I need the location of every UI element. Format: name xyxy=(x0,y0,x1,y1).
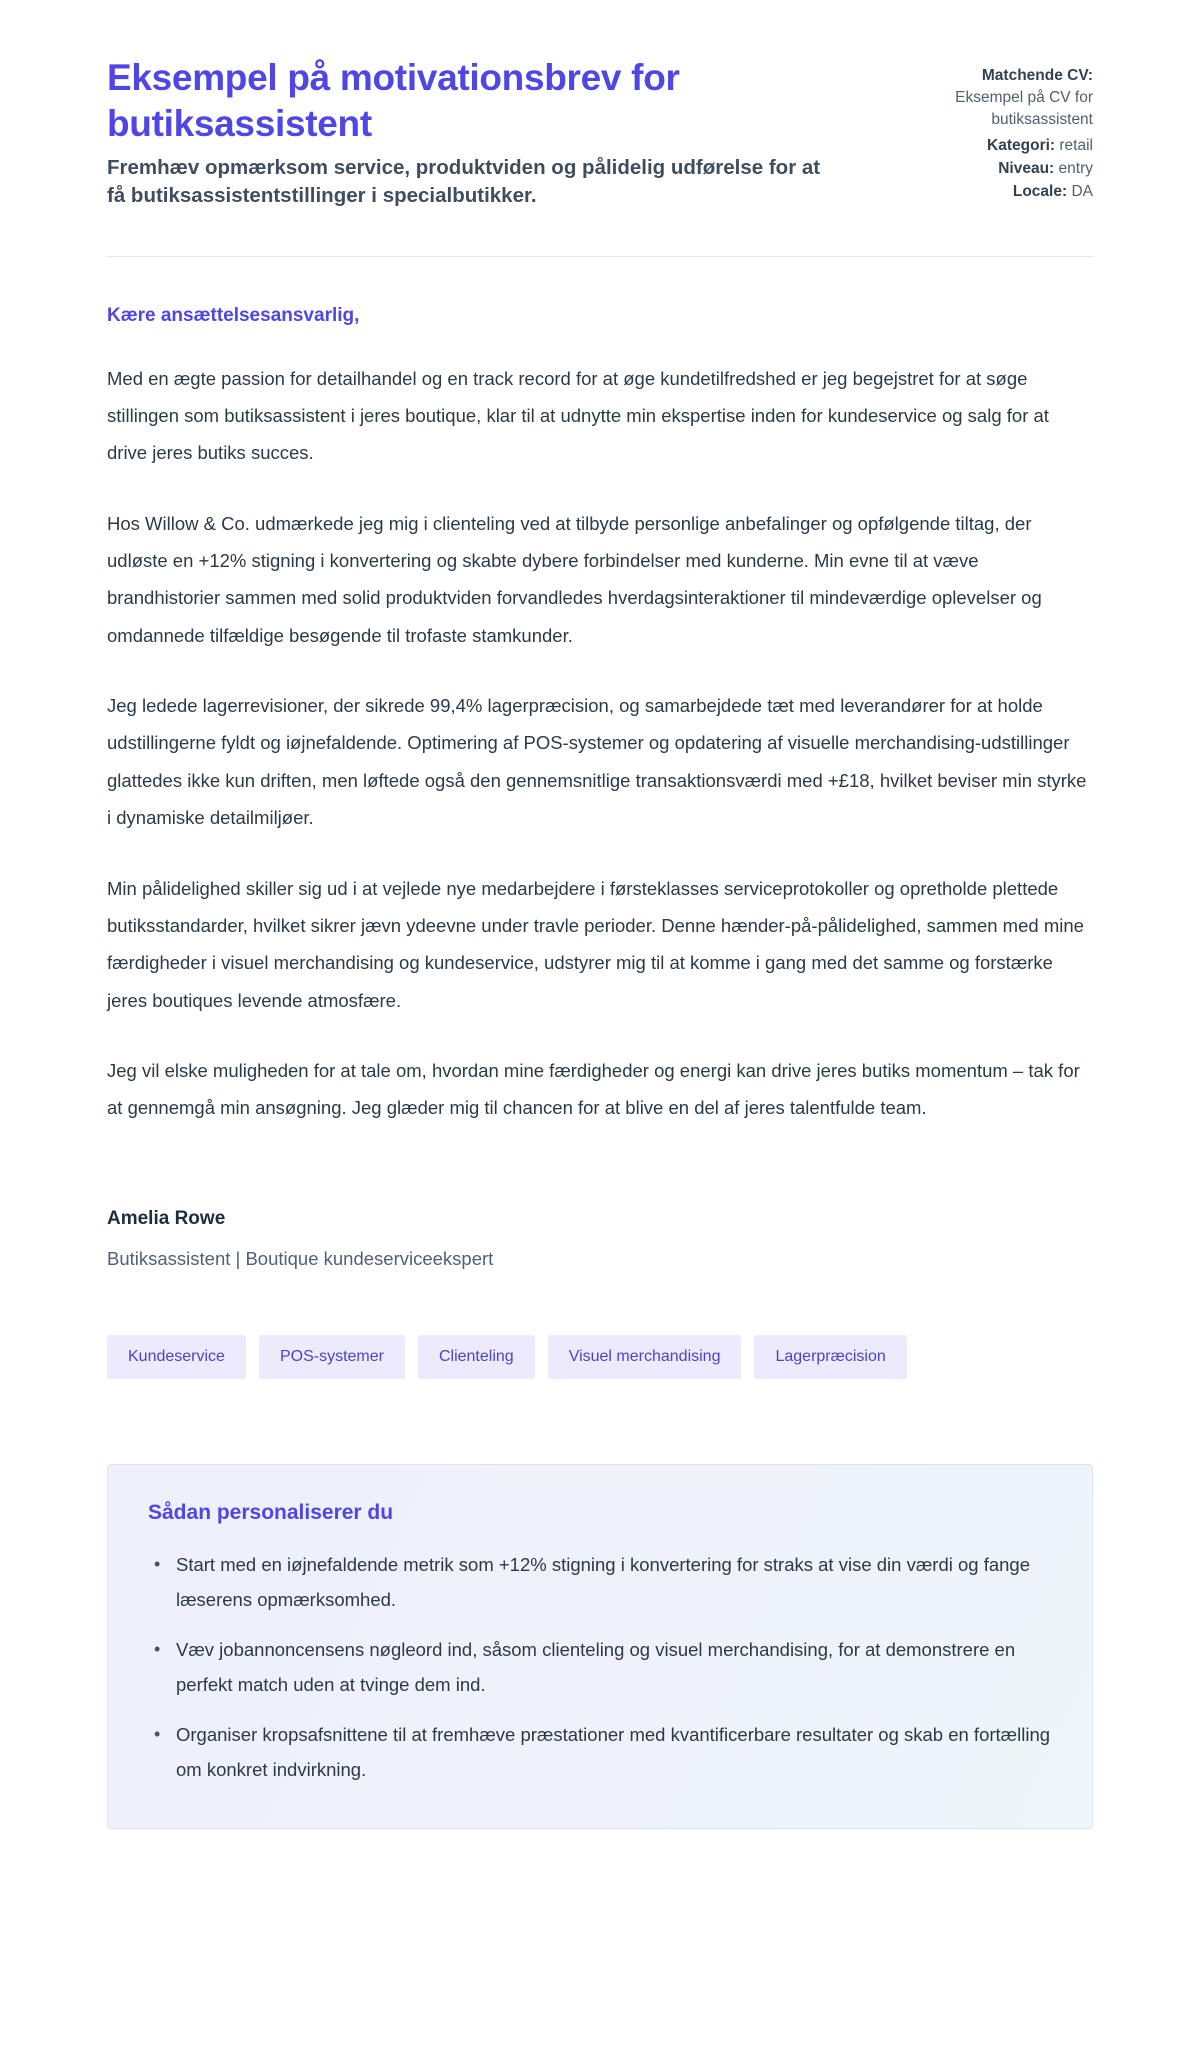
callout-tip-list xyxy=(148,1547,1052,1788)
meta-category-label: Kategori: xyxy=(987,137,1056,154)
letter-paragraph: Jeg ledede lagerrevisioner, der sikrede 99,4% lagerpræcision, og samarbejdede tæt med leverandører for at holde udstillingerne fyldt og iøjnefaldende. Optimering af POS-systemer og opdatering af visuelle merchandising-udstillinger glattedes ikke kun driften, men løftede også den gennemsnitlige transaktionsværdi med +£18, hvilket beviser min styrke i dynamiske detailmiljøer. xyxy=(107,695,1087,829)
signature-role: Butiksassistent | Boutique kundeserviceekspert xyxy=(107,1247,494,1269)
meta-matching-cv-label: Matchende CV: xyxy=(981,67,1093,84)
skill-tag[interactable]: Clienteling xyxy=(418,1335,535,1379)
salutation: Kære ansættelsesansvarlig, xyxy=(107,304,360,326)
page-title: Eksempel på motivationsbrev for butiksassistent xyxy=(107,57,680,144)
meta-locale xyxy=(883,181,1093,203)
personalization-callout xyxy=(107,1464,1093,1829)
letter-paragraph: Med en ægte passion for detailhandel og en track record for at øge kundetilfredshed er jeg begejstret for at søge stillingen som butiksassistent i jeres boutique, klar til at udnytte min ekspertise inden for kundeservice og salg for at drive jeres butiks succes. xyxy=(107,367,1049,464)
document-header xyxy=(107,0,1093,211)
page-subtitle: Fremhæv opmærksom service, produktviden og pålidelig udførelse for at få butiksassistentstillinger i specialbutikker. xyxy=(107,156,821,208)
header-text-block xyxy=(107,55,843,211)
signature-name: Amelia Rowe xyxy=(107,1207,226,1229)
meta-matching-cv-value[interactable]: Eksempel på CV for butiksassistent xyxy=(955,89,1093,128)
skill-tag[interactable]: POS-systemer xyxy=(259,1335,405,1379)
callout-tip-item: • Start med en iøjnefaldende metrik som +12% stigning i konvertering for straks at vise din værdi og fange læserens opmærksomhed. xyxy=(172,1547,1052,1618)
meta-category-value: retail xyxy=(1059,137,1093,154)
meta-level-label: Niveau: xyxy=(998,160,1055,177)
callout-tip-item: • Organiser kropsafsnittene til at fremhæve præstationer med kvantificerbare resultater og skab en fortælling om konkret indvirkning. xyxy=(172,1717,1052,1788)
skill-tag[interactable]: Kundeservice xyxy=(107,1335,246,1379)
meta-category xyxy=(883,135,1093,157)
skill-tag-list xyxy=(107,1270,1093,1379)
letter-body xyxy=(107,257,1093,1127)
meta-matching-cv xyxy=(883,65,1093,131)
callout-title: Sådan personaliserer du xyxy=(148,1500,394,1524)
document-metadata xyxy=(883,55,1093,204)
letter-paragraph: Jeg vil elske muligheden for at tale om, hvordan mine færdigheder og energi kan drive jeres butiks momentum – tak for at gennemgå min ansøgning. Jeg glæder mig til chancen for at blive en del af jeres talentfulde team. xyxy=(107,1059,1080,1119)
meta-level-value: entry xyxy=(1058,160,1093,177)
meta-locale-value: DA xyxy=(1071,183,1093,200)
meta-level xyxy=(883,158,1093,180)
letter-paragraph: Min pålidelighed skiller sig ud i at vejlede nye medarbejdere i førsteklasses serviceprotokoller og opretholde plettede butiksstandarder, hvilket sikrer jævn ydeevne under travle perioder. Denne hænder-på-pålidelighed, sammen med mine færdigheder i visuel merchandising og kundeservice, udstyrer mig til at komme i gang med det samme og forstærke jeres boutiques levende atmosfære. xyxy=(107,877,1084,1011)
meta-locale-label: Locale: xyxy=(1012,183,1068,200)
signature-block xyxy=(107,1160,1093,1270)
callout-tip-item: • Væv jobannoncensens nøgleord ind, såsom clienteling og visuel merchandising, for at demonstrere en perfekt match uden at tvinge dem ind. xyxy=(172,1632,1052,1703)
skill-tag[interactable]: Lagerpræcision xyxy=(754,1335,906,1379)
letter-paragraph: Hos Willow & Co. udmærkede jeg mig i clienteling ved at tilbyde personlige anbefalinger og opfølgende tiltag, der udløste en +12% stigning i konvertering og skabte dybere forbindelser med kunderne. Min evne til at væve brandhistorier sammen med solid produktviden forvandledes hverdagsinteraktioner til mindeværdige oplevelser og omdannede tilfældige besøgende til trofaste stamkunder. xyxy=(107,512,1042,646)
skill-tag[interactable]: Visuel merchandising xyxy=(548,1335,742,1379)
